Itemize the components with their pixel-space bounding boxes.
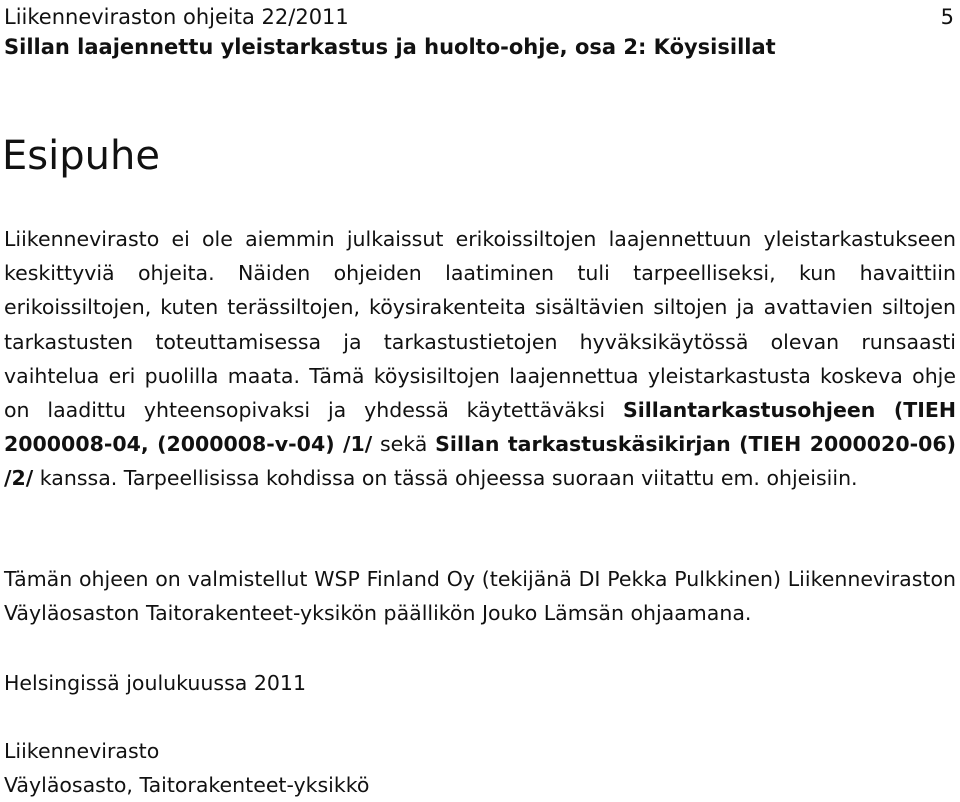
page-number: 5 (940, 5, 954, 29)
running-header (4, 2, 904, 62)
place-date: Helsingissä joulukuussa 2011 (4, 671, 306, 695)
signature-organization: Liikennevirasto (4, 739, 160, 763)
paragraph-connector-text: sekä (372, 432, 436, 457)
author-paragraph: Tämän ohjeen on valmistellut WSP Finland Oy (tekijänä DI Pekka Pulkkinen) Liikenneviraston Väyläosaston Taitorakenteet-yksikön päällikön Jouko Lämsän ohjaamana. (4, 567, 956, 626)
paragraph-intro-text: Liikennevirasto ei ole aiemmin julkaissut erikoissiltojen laajennettuun yleistarkastukseen keskittyviä ohjeita. Näiden ohjeiden laatiminen tuli tarpeelliseksi, kun havaittiin erikoissiltojen, kuten terässiltojen, köysirakenteita sisältävien siltojen ja avattavien siltojen tarkastusten toteuttamisessa ja tarkastustietojen hyväksikäytössä olevan runsaasti vaihtelua eri puolilla maata. Tämä köysisiltojen laajennettua yleistarkastusta koskeva ohje on laadittu yhteensopivaksi ja yhdessä käytettäväksi (4, 227, 956, 423)
foreword-paragraph (4, 222, 956, 496)
reference-inspection-guide: Sillantarkastusohjeen (TIEH 2000008-04, (2000008-v-04) /1/ (4, 398, 956, 457)
publication-title: Sillan laajennettu yleistarkastus ja huolto-ohje, osa 2: Köysisillat (4, 35, 776, 59)
publication-series: Liikenneviraston ohjeita 22/2011 (4, 5, 349, 29)
reference-inspection-handbook: Sillan tarkastuskäsikirjan (TIEH 2000020-06) /2/ (4, 432, 956, 491)
section-heading: Esipuhe (2, 133, 160, 179)
paragraph-end-text: kanssa. Tarpeellisissa kohdissa on tässä ohjeessa suoraan viitattu em. ohjeisiin. (33, 466, 858, 491)
signature-block (4, 734, 956, 802)
signature-unit: Väyläosasto, Taitorakenteet-yksikkö (4, 773, 370, 798)
